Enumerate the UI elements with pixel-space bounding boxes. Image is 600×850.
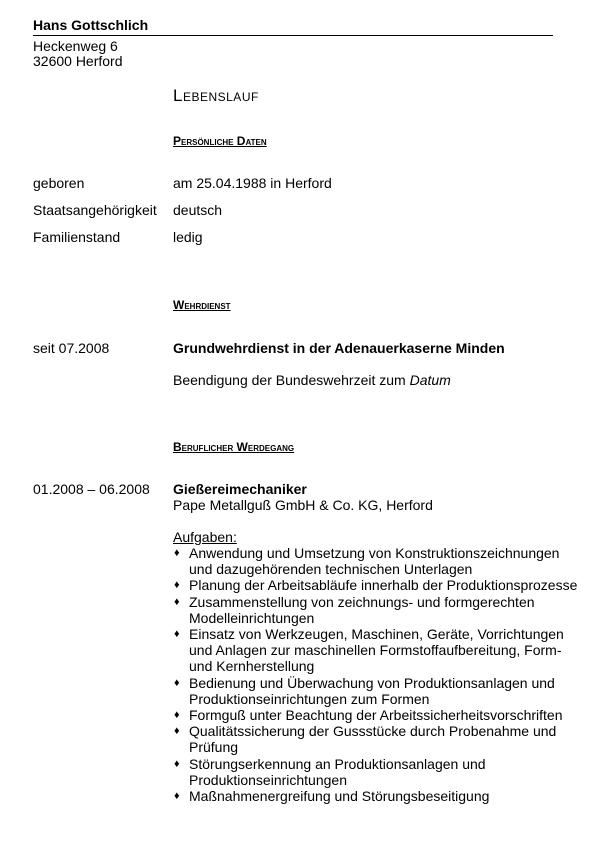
task-text: Maßnahmenergreifung und Störungsbeseitigung <box>189 788 490 805</box>
military-note <box>173 372 451 388</box>
military-period: seit 07.2008 <box>33 340 110 356</box>
task-text: Einsatz von Werkzeugen, Maschinen, Geräte, Vorrichtungen und Anlagen zur maschinellen Formstoffaufbereitung, Form- und Kernherstellung <box>189 626 564 675</box>
label-marital-status: Familienstand <box>33 229 121 245</box>
value-nationality: deutsch <box>173 202 223 218</box>
section-heading-career: Beruflicher Werdegang <box>173 440 295 454</box>
bullet-diamond-icon: ♦ <box>174 709 180 722</box>
header-divider <box>33 35 553 36</box>
list-item <box>173 675 583 707</box>
task-text: Formguß unter Beachtung der Arbeitssicherheitsvorschriften <box>189 707 563 724</box>
task-text: Anwendung und Umsetzung von Konstruktionszeichnungen und dazugehörenden technischen Unterlagen <box>189 545 560 578</box>
list-item <box>173 707 583 723</box>
label-nationality: Staatsangehörigkeit <box>33 202 157 218</box>
task-text: Planung der Arbeitsabläufe innerhalb der Produktionsprozesse <box>189 577 578 594</box>
bullet-diamond-icon: ♦ <box>174 628 180 641</box>
address-city: 32600 Herford <box>33 53 123 69</box>
bullet-diamond-icon: ♦ <box>174 676 180 689</box>
tasks-list <box>173 545 583 804</box>
list-item <box>173 788 583 804</box>
bullet-diamond-icon: ♦ <box>174 595 180 608</box>
value-born: am 25.04.1988 in Herford <box>173 175 332 191</box>
bullet-diamond-icon: ♦ <box>174 547 180 559</box>
list-item <box>173 594 583 626</box>
list-item <box>173 577 583 593</box>
task-text: Bedienung und Überwachung von Produktionsanlagen und Produktionseinrichtungen zum Formen <box>189 674 555 707</box>
career-company: Pape Metallguß GmbH & Co. KG, Herford <box>173 497 433 513</box>
military-position: Grundwehrdienst in der Adenauerkaserne Minden <box>173 340 505 356</box>
military-note-date: Datum <box>409 372 451 388</box>
task-text: Qualitätssicherung der Gussstücke durch Probenahme und Prüfung <box>189 723 557 756</box>
bullet-diamond-icon: ♦ <box>174 725 180 738</box>
section-heading-personal: Persönliche Daten <box>173 134 267 148</box>
list-item <box>173 626 583 675</box>
career-position: Gießereimechaniker <box>173 481 307 497</box>
career-period: 01.2008 – 06.2008 <box>33 481 150 497</box>
military-note-text: Beendigung der Bundeswehrzeit zum <box>173 372 410 388</box>
task-text: Störungserkennung an Produktionsanlagen und Produktionseinrichtungen <box>189 755 486 788</box>
list-item <box>173 723 583 755</box>
section-heading-military: Wehrdienst <box>173 298 231 312</box>
label-born: geboren <box>33 175 85 191</box>
document-title: Lebenslauf <box>173 86 259 105</box>
task-text: Zusammenstellung von zeichnungs- und formgerechten Modelleinrichtungen <box>189 593 535 626</box>
bullet-diamond-icon: ♦ <box>174 579 180 592</box>
tasks-label: Aufgaben: <box>173 529 237 545</box>
applicant-name: Hans Gottschlich <box>33 17 149 33</box>
list-item <box>173 756 583 788</box>
list-item <box>173 545 583 577</box>
value-marital-status: ledig <box>173 229 203 245</box>
bullet-diamond-icon: ♦ <box>174 757 180 770</box>
bullet-diamond-icon: ♦ <box>174 790 180 803</box>
address-street: Heckenweg 6 <box>33 38 118 54</box>
